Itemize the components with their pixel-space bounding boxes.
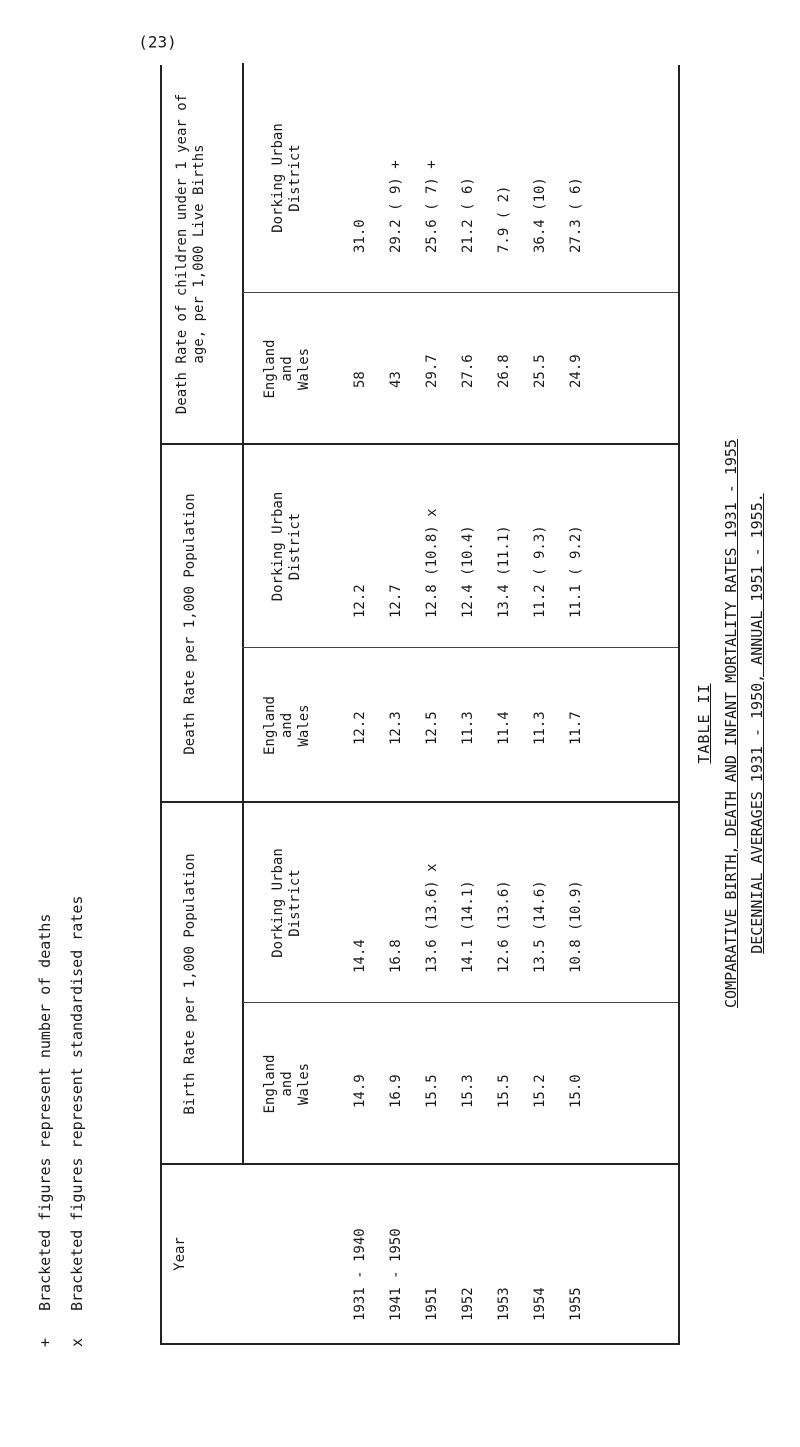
table-cell-birth_d: 13.5 (14.6) [532,880,548,973]
table-cell-birth_ew: 16.9 [388,1074,404,1108]
table-cell-birth_d: 10.8 (10.9) [568,880,584,973]
table-cell-inf_ew: 25.5 [532,354,548,388]
death-dorking-column [342,508,594,618]
table-cell-birth_ew: 15.5 [424,1074,440,1108]
table-cell-death_ew: 12.2 [352,711,368,745]
table-cell-death_ew: 11.3 [532,711,548,745]
divider-birth [162,801,678,803]
table-cell-birth_ew: 15.0 [568,1074,584,1108]
table-cell-year: 1953 [496,1287,512,1321]
death-rate-header: Death Rate per 1,000 Population [182,493,198,755]
table-cell-death_d: 13.4 (11.1) [496,525,512,618]
page-number: (23) [138,32,177,52]
year-column [342,1228,594,1321]
table-cell-birth_d: 14.1 (14.1) [460,880,476,973]
table-cell-year: 1952 [460,1287,476,1321]
table-cell-birth_ew: 15.2 [532,1074,548,1108]
birth-ew-column [342,1074,594,1108]
infant-mortality-header: Death Rate of children under 1 year of age, per 1,000 Live Births [174,93,207,415]
table-cell-inf_ew: 26.8 [496,354,512,388]
table-cell-death_d: 12.2 [352,584,368,618]
table-cell-death_ew: 11.7 [568,711,584,745]
rates-table [160,65,680,1345]
table-cell-death_d: 11.1 ( 9.2) [568,525,584,618]
group-header-rule [242,63,244,1165]
table-cell-death_d: 12.4 (10.4) [460,525,476,618]
table-cell-birth_d: 13.6 (13.6) x [424,863,440,973]
table-cell-inf_ew: 27.6 [460,354,476,388]
infant-ew-column [342,354,594,388]
divider-death [162,443,678,445]
table-cell-death_ew: 11.3 [460,711,476,745]
birth-dorking-column [342,863,594,973]
table-cell-death_d: 12.8 (10.8) x [424,508,440,618]
table-cell-birth_d: 12.6 (13.6) [496,880,512,973]
table-cell-inf_ew: 58 [352,371,368,388]
table-cell-inf_d: 27.3 ( 6) [568,177,584,253]
table-cell-inf_ew: 24.9 [568,354,584,388]
infant-dorking-header: Dorking Urban District [270,123,303,233]
table-cell-year: 1941 - 1950 [388,1228,404,1321]
table-cell-death_ew: 12.5 [424,711,440,745]
table-cell-inf_d: 25.6 ( 7) + [424,160,440,253]
table-cell-year: 1931 - 1940 [352,1228,368,1321]
table-title: TABLE II [695,683,713,764]
birth-ew-header: England and Wales [262,1054,312,1114]
table-period-note: DECENNIAL AVERAGES 1931 - 1950, ANNUAL 1951 - 1955. [748,493,766,954]
table-subtitle: COMPARATIVE BIRTH, DEATH AND INFANT MORTALITY RATES 1931 - 1955 [722,439,740,1008]
table-cell-birth_ew: 15.3 [460,1074,476,1108]
table-cell-inf_d: 31.0 [352,219,368,253]
table-cell-year: 1954 [532,1287,548,1321]
footnote-deaths [36,0,54,1447]
table-cell-inf_d: 36.4 (10) [532,177,548,253]
table-cell-death_ew: 12.3 [388,711,404,745]
table-cell-death_ew: 11.4 [496,711,512,745]
table-cell-inf_ew: 29.7 [424,354,440,388]
death-dorking-header: Dorking Urban District [270,491,303,602]
footnote-x-mark: x [68,1337,86,1347]
divider-year [162,1163,678,1165]
table-cell-inf_ew: 43 [388,371,404,388]
table-cell-death_d: 11.2 ( 9.3) [532,525,548,618]
table-cell-inf_d: 7.9 ( 2) [496,185,512,253]
footnote-standardised [68,0,86,1447]
table-cell-inf_d: 21.2 ( 6) [460,177,476,253]
footnote-plus-text: Bracketed figures represent number of deaths [36,913,54,1311]
infant-ew-header: England and Wales [262,339,312,399]
birth-rate-header: Birth Rate per 1,000 Population [182,853,198,1115]
table-cell-birth_d: 16.8 [388,939,404,973]
death-ew-header: England and Wales [262,696,312,756]
year-header: Year [172,1237,188,1271]
table-cell-death_d: 12.7 [388,584,404,618]
table-cell-birth_ew: 15.5 [496,1074,512,1108]
infant-dorking-column [342,160,594,253]
table-cell-inf_d: 29.2 ( 9) + [388,160,404,253]
birth-dorking-header: Dorking Urban District [270,848,303,958]
death-ew-column [342,711,594,745]
footnote-x-text: Bracketed figures represent standardised rates [68,895,86,1311]
footnote-plus-mark: + [36,1337,54,1347]
table-cell-birth_ew: 14.9 [352,1074,368,1108]
table-cell-year: 1951 [424,1287,440,1321]
table-cell-birth_d: 14.4 [352,939,368,973]
table-cell-year: 1955 [568,1287,584,1321]
